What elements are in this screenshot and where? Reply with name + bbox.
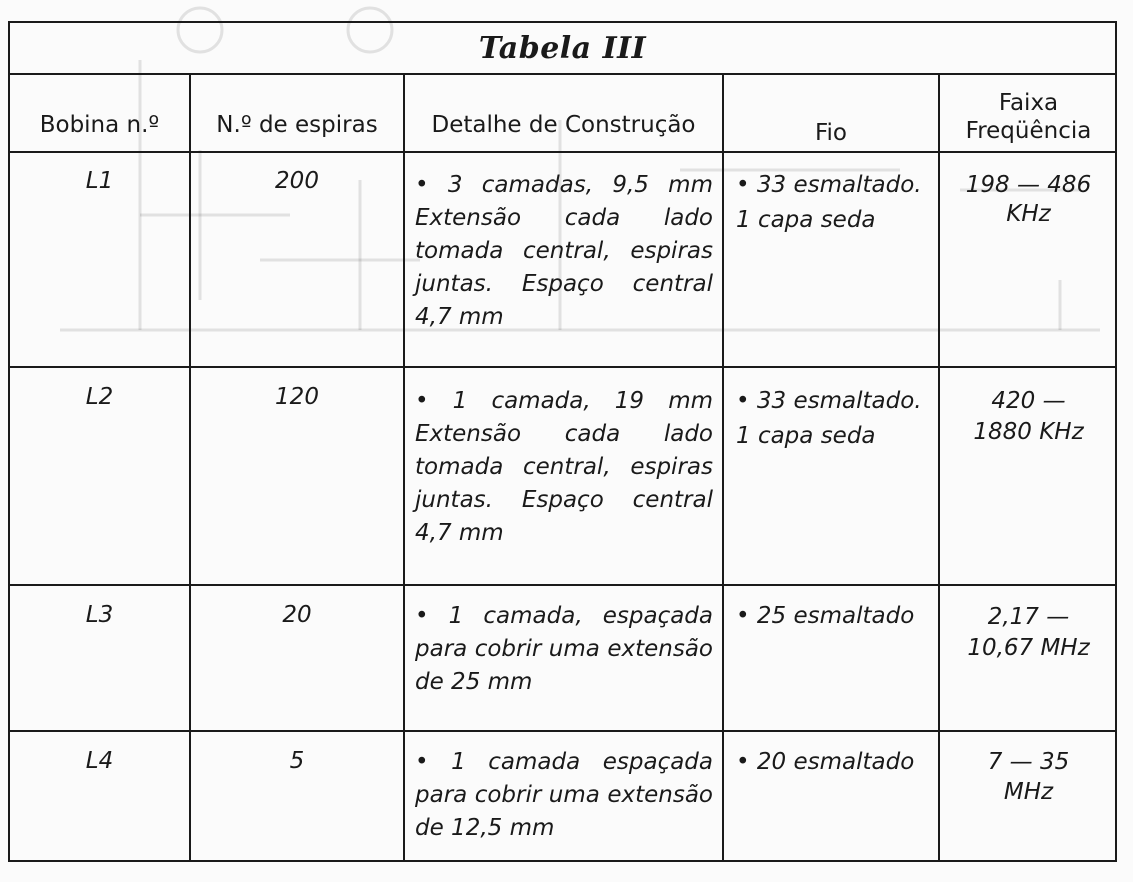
header-faixa-line1: Faixa — [998, 90, 1059, 116]
row-divider — [10, 584, 1115, 586]
table-frame — [8, 21, 1117, 862]
row1-bobina: L1 — [85, 168, 114, 194]
header-bobina: Bobina n.º — [39, 112, 160, 138]
row-divider — [10, 366, 1115, 368]
table-title: Tabela III — [10, 23, 1115, 75]
header-divider — [10, 151, 1115, 153]
row4-fio-line1: • 20 esmaltado — [736, 749, 915, 775]
row2-fio-line2: 1 capa seda — [736, 423, 876, 449]
row2-bobina: L2 — [85, 384, 114, 410]
row4-espiras: 5 — [289, 748, 305, 774]
row4-faixa-line1: 7 — 35 — [987, 749, 1070, 775]
row1-faixa-line2: KHz — [1006, 201, 1051, 227]
row4-faixa-line2: MHz — [1003, 779, 1054, 805]
header-detalhe: Detalhe de Construção — [431, 112, 696, 138]
row2-espiras: 120 — [275, 384, 319, 410]
column-divider — [403, 75, 405, 860]
row2-fio-line1: • 33 esmaltado. — [736, 388, 922, 414]
header-faixa-line2: Freqüência — [965, 118, 1092, 144]
row4-detalhe: • 1 camada espaçada para cobrir uma extensão de 12,5 mm — [415, 749, 713, 841]
row4-bobina: L4 — [85, 748, 114, 774]
row-divider — [10, 730, 1115, 732]
row2-faixa-line1: 420 — — [991, 388, 1066, 414]
header-fio: Fio — [814, 120, 848, 146]
row2-faixa-line2: 1880 KHz — [973, 419, 1084, 445]
row1-espiras: 200 — [275, 168, 319, 194]
row3-detalhe: • 1 camada, espaçada para cobrir uma extensão de 25 mm — [415, 603, 713, 695]
row3-espiras: 20 — [282, 602, 312, 628]
row1-detalhe: • 3 camadas, 9,5 mm Extensão cada lado tomada central, espiras juntas. Espaço central 4,7 mm — [415, 172, 713, 330]
row1-faixa-line1: 198 — 486 — [965, 172, 1092, 198]
row1-fio-line2: 1 capa seda — [736, 207, 876, 233]
row1-fio-line1: • 33 esmaltado. — [736, 172, 922, 198]
column-divider — [722, 75, 724, 860]
row3-bobina: L3 — [85, 602, 114, 628]
row2-detalhe: • 1 camada, 19 mm Extensão cada lado tomada central, espiras juntas. Espaço central 4,7 mm — [415, 388, 713, 546]
row3-faixa-line1: 2,17 — — [987, 604, 1070, 630]
row3-faixa-line2: 10,67 MHz — [967, 635, 1090, 661]
header-espiras: N.º de espiras — [216, 112, 378, 138]
row3-fio-line1: • 25 esmaltado — [736, 603, 915, 629]
